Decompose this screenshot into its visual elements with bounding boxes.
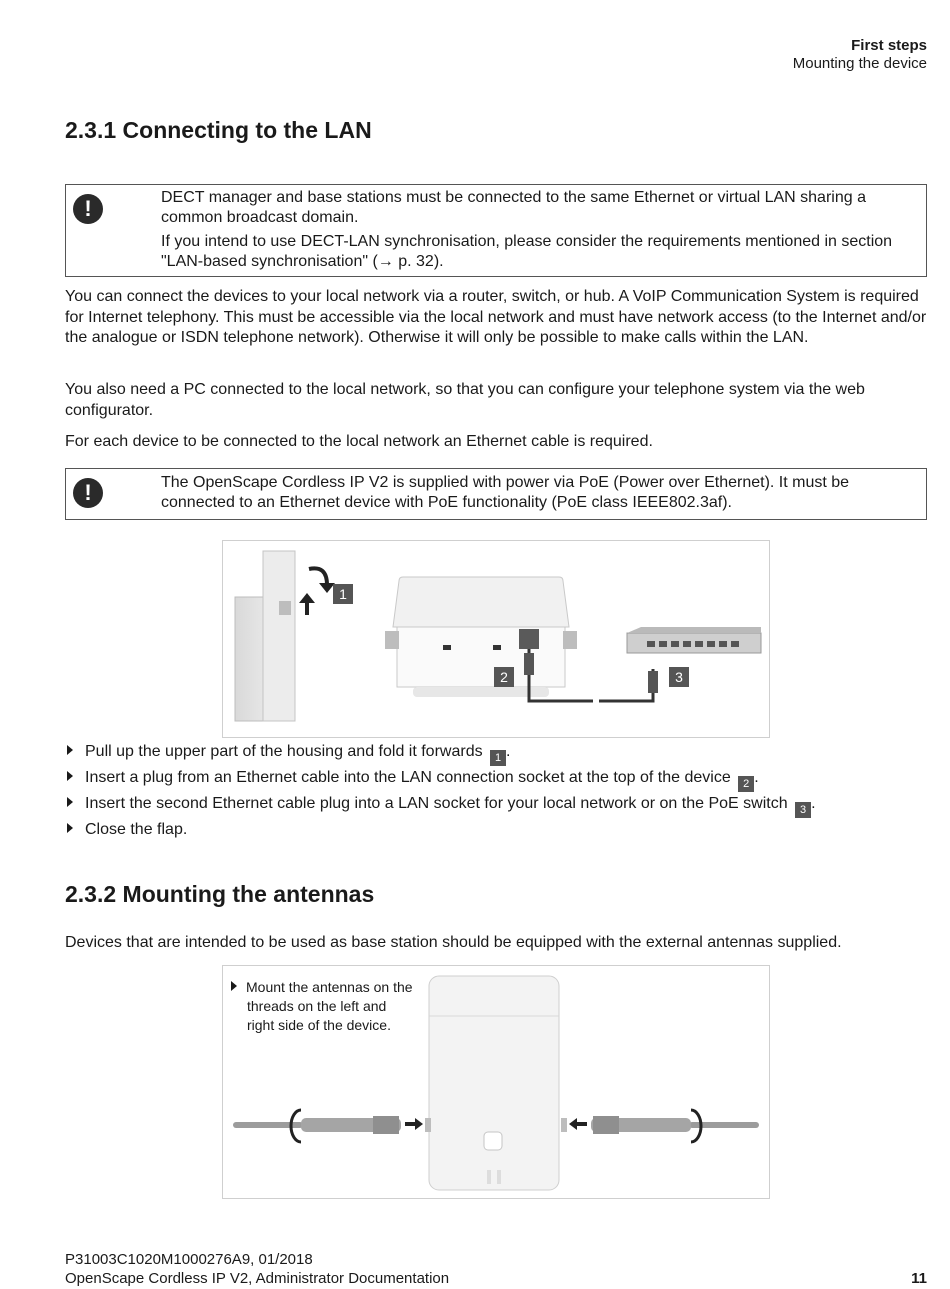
figure-label-1: 1: [333, 584, 353, 604]
step-item: Close the flap.: [65, 820, 187, 840]
header-subsection: Mounting the device: [792, 55, 927, 72]
triangle-bullet-icon: [231, 981, 237, 991]
step-badge: 1: [490, 750, 506, 766]
paragraph-3: For each device to be connected to the local network an Ethernet cable is required.: [65, 433, 653, 450]
lan-connection-illustration: [223, 541, 769, 737]
triangle-bullet-icon: [67, 771, 73, 781]
triangle-bullet-icon: [67, 797, 73, 807]
section-231-title: 2.3.1 Connecting to the LAN: [65, 117, 372, 143]
header-section: First steps: [851, 37, 927, 54]
section-232-title: 2.3.2 Mounting the antennas: [65, 881, 375, 907]
note1-line2: If you intend to use DECT-LAN synchronisation, please consider the requirements mentioned in section "LAN-based synchronisation" (→ p. 32).: [161, 233, 893, 270]
step-item: Pull up the upper part of the housing and fold it forwards 1 .: [65, 742, 511, 766]
exclamation-circle-icon: !: [73, 478, 103, 508]
note-box-1: [65, 184, 927, 277]
footer-doc-title: OpenScape Cordless IP V2, Administrator Documentation: [65, 1270, 450, 1287]
step-badge: 2: [738, 776, 754, 792]
page-number: 11: [911, 1270, 927, 1287]
step-item: Insert a plug from an Ethernet cable into the LAN connection socket at the top of the device 2 .: [65, 768, 759, 792]
paragraph-1: You can connect the devices to your local network via a router, switch, or hub. A VoIP Communication System is required for Internet telephony. This must be accessible via the local network and must have network access (to the Internet and/or the analogue or ISDN telephone network). Otherwise it will only be possible to make calls within the LAN.: [65, 288, 927, 346]
antenna-caption: Mount the antennas on the threads on the left and right side of the device.: [231, 978, 431, 1035]
step-badge: 3: [795, 802, 811, 818]
antenna-figure: [222, 965, 770, 1199]
exclamation-circle-icon: !: [73, 194, 103, 224]
note-box-2: [65, 468, 927, 520]
footer-doc-id: P31003C1020M1000276A9, 01/2018: [65, 1251, 313, 1268]
antennas-intro: Devices that are intended to be used as base station should be equipped with the external antennas supplied.: [65, 934, 842, 951]
figure-label-3: 3: [669, 667, 689, 687]
lan-connection-figure: [222, 540, 770, 738]
note1-line1: DECT manager and base stations must be connected to the same Ethernet or virtual LAN sharing a common broadcast domain.: [161, 189, 866, 226]
step-item: Insert the second Ethernet cable plug into a LAN socket for your local network or on the PoE switch 3 .: [65, 794, 816, 818]
figure-label-2: 2: [494, 667, 514, 687]
triangle-bullet-icon: [67, 823, 73, 833]
note2-text: The OpenScape Cordless IP V2 is supplied with power via PoE (Power over Ethernet). It must be connected to an Ethernet device with PoE functionality (PoE class IEEE802.3af).: [161, 474, 850, 511]
paragraph-2: You also need a PC connected to the local network, so that you can configure your telephone system via the web configurator.: [65, 381, 865, 419]
triangle-bullet-icon: [67, 745, 73, 755]
